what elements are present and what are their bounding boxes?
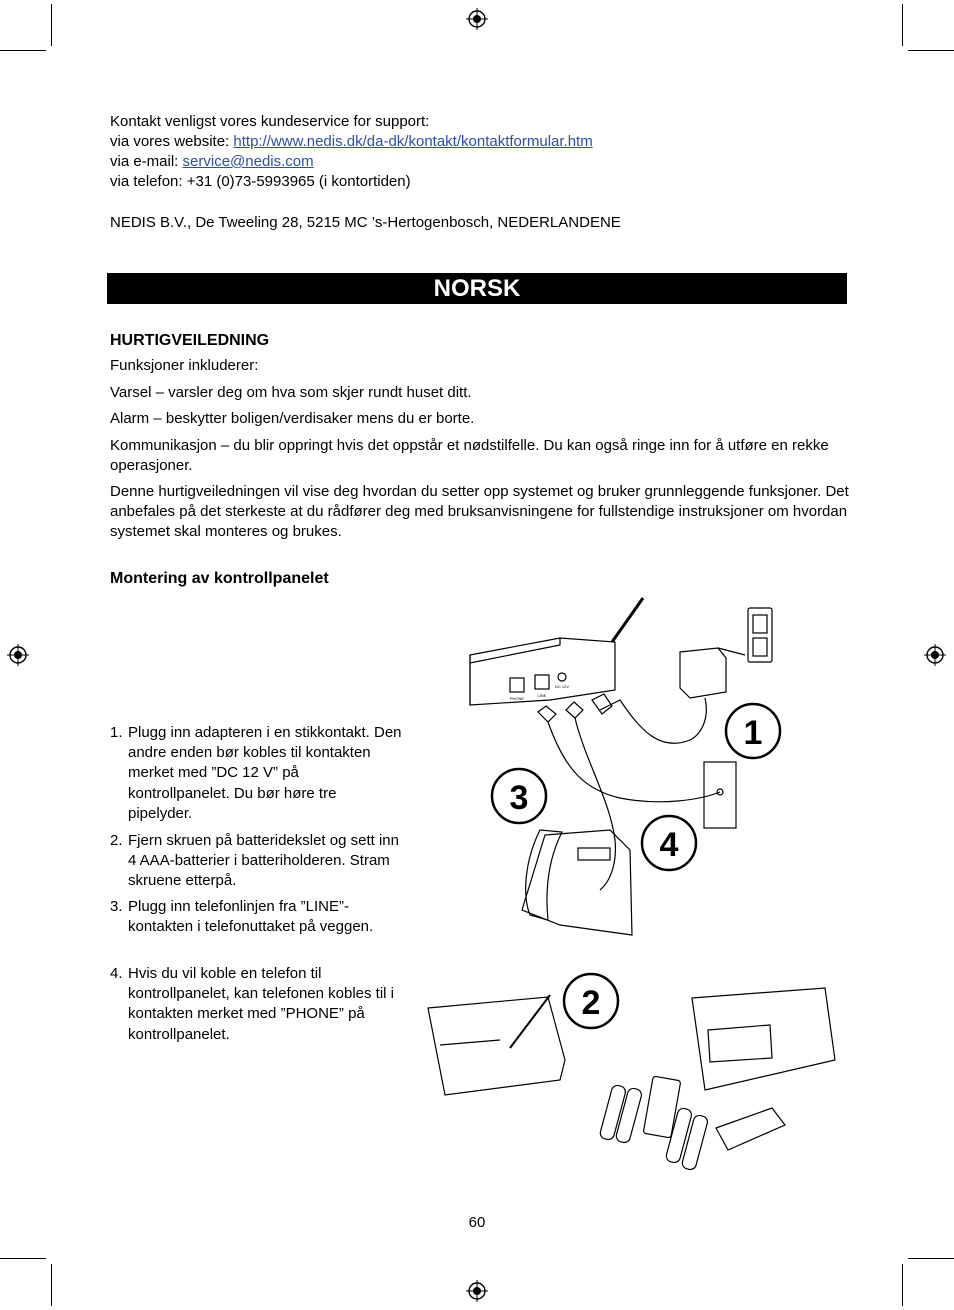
wall-socket-drawing	[748, 608, 772, 662]
crop-mark	[51, 4, 52, 46]
contact-email-line	[110, 152, 314, 172]
quickguide-paragraph: Denne hurtigveiledningen vil vise deg hvordan du setter opp systemet og bruker grunnleggende funksjoner. Det anbefales på det sterkeste at du rådfører deg med bruksanvisningene for fullstendige instruksjoner om hvordan systemet skal monteres og brukes.	[110, 483, 849, 540]
crop-mark	[908, 50, 954, 51]
battery-cover-drawing	[716, 1108, 785, 1150]
contact-address: NEDIS B.V., De Tweeling 28, 5215 MC ’s-Hertogenbosch, NEDERLANDENE	[110, 214, 621, 231]
registration-mark-icon	[466, 1280, 488, 1302]
step-text: Plugg inn adapteren i en stikkontakt. Den andre enden bør kobles til kontakten merket med ”DC 12 V” på kontrollpanelet. Du bør høre tre pipelyder.	[128, 724, 402, 822]
step-text: Plugg inn telefonlinjen fra ”LINE”-kontakten i telefonuttaket på veggen.	[128, 898, 374, 936]
panel-back-drawing	[428, 997, 565, 1095]
installation-illustration	[400, 585, 850, 1185]
step-number: 1.	[110, 724, 123, 741]
quickguide-paragraph: Varsel – varsler deg om hva som skjer rundt huset ditt.	[110, 384, 472, 401]
panel-back-drawing	[692, 988, 835, 1090]
list-item	[110, 964, 402, 1045]
crop-mark	[0, 1258, 46, 1259]
battery-drawing	[665, 1107, 693, 1164]
step-number: 3.	[110, 898, 123, 915]
email-label: via e-mail:	[110, 153, 183, 170]
callout-number: 1	[743, 714, 763, 752]
battery-drawing	[681, 1114, 709, 1171]
port-label: DC 12V	[554, 684, 570, 689]
power-adapter-drawing	[680, 648, 726, 698]
step-number: 4.	[110, 965, 123, 982]
section-title: NORSK	[107, 273, 847, 304]
registration-mark-icon	[924, 644, 946, 666]
step-text: Hvis du vil koble en telefon til kontrollpanelet, kan telefonen kobles til i kontakten merket med ”PHONE” på kontrollpanelet.	[128, 965, 395, 1043]
mounting-heading: Montering av kontrollpanelet	[110, 570, 329, 587]
crop-mark	[902, 4, 903, 46]
contact-phone: via telefon: +31 (0)73-5993965 (i kontortiden)	[110, 173, 411, 190]
website-label: via vores website:	[110, 133, 234, 150]
crop-mark	[908, 1258, 954, 1259]
quickguide-paragraph: Alarm – beskytter boligen/verdisaker mens du er borte.	[110, 410, 475, 427]
quickguide-heading: HURTIGVEILEDNING	[110, 332, 270, 349]
step-number: 2.	[110, 832, 123, 849]
website-link[interactable]: http://www.nedis.dk/da-dk/kontakt/kontaktformular.htm	[233, 133, 593, 150]
battery-holder-drawing	[643, 1076, 681, 1138]
contact-intro: Kontakt venligst vores kundeservice for support:	[110, 113, 430, 130]
contact-website-line	[110, 132, 593, 152]
registration-mark-icon	[466, 8, 488, 30]
callout-number: 4	[659, 826, 679, 864]
registration-mark-icon	[7, 644, 29, 666]
callout-number: 2	[581, 984, 601, 1022]
port-label: LINE	[537, 693, 547, 698]
crop-mark	[51, 1264, 52, 1306]
email-link[interactable]: service@nedis.com	[182, 153, 314, 170]
list-item	[110, 897, 402, 937]
step-text: Fjern skruen på batteridekslet og sett inn 4 AAA-batterier i batteriholderen. Stram skruene etterpå.	[128, 832, 399, 890]
port-label: PHONE	[509, 696, 525, 701]
crop-mark	[0, 50, 46, 51]
callout-number: 3	[509, 779, 529, 817]
page-number: 60	[468, 1214, 486, 1231]
quickguide-paragraph: Kommunikasjon – du blir oppringt hvis det oppstår et nødstilfelle. Du kan også ringe inn for å utføre en rekke operasjoner.	[110, 437, 829, 474]
crop-mark	[902, 1264, 903, 1306]
list-item	[110, 723, 402, 824]
list-item	[110, 831, 402, 892]
quickguide-intro: Funksjoner inkluderer:	[110, 357, 259, 374]
